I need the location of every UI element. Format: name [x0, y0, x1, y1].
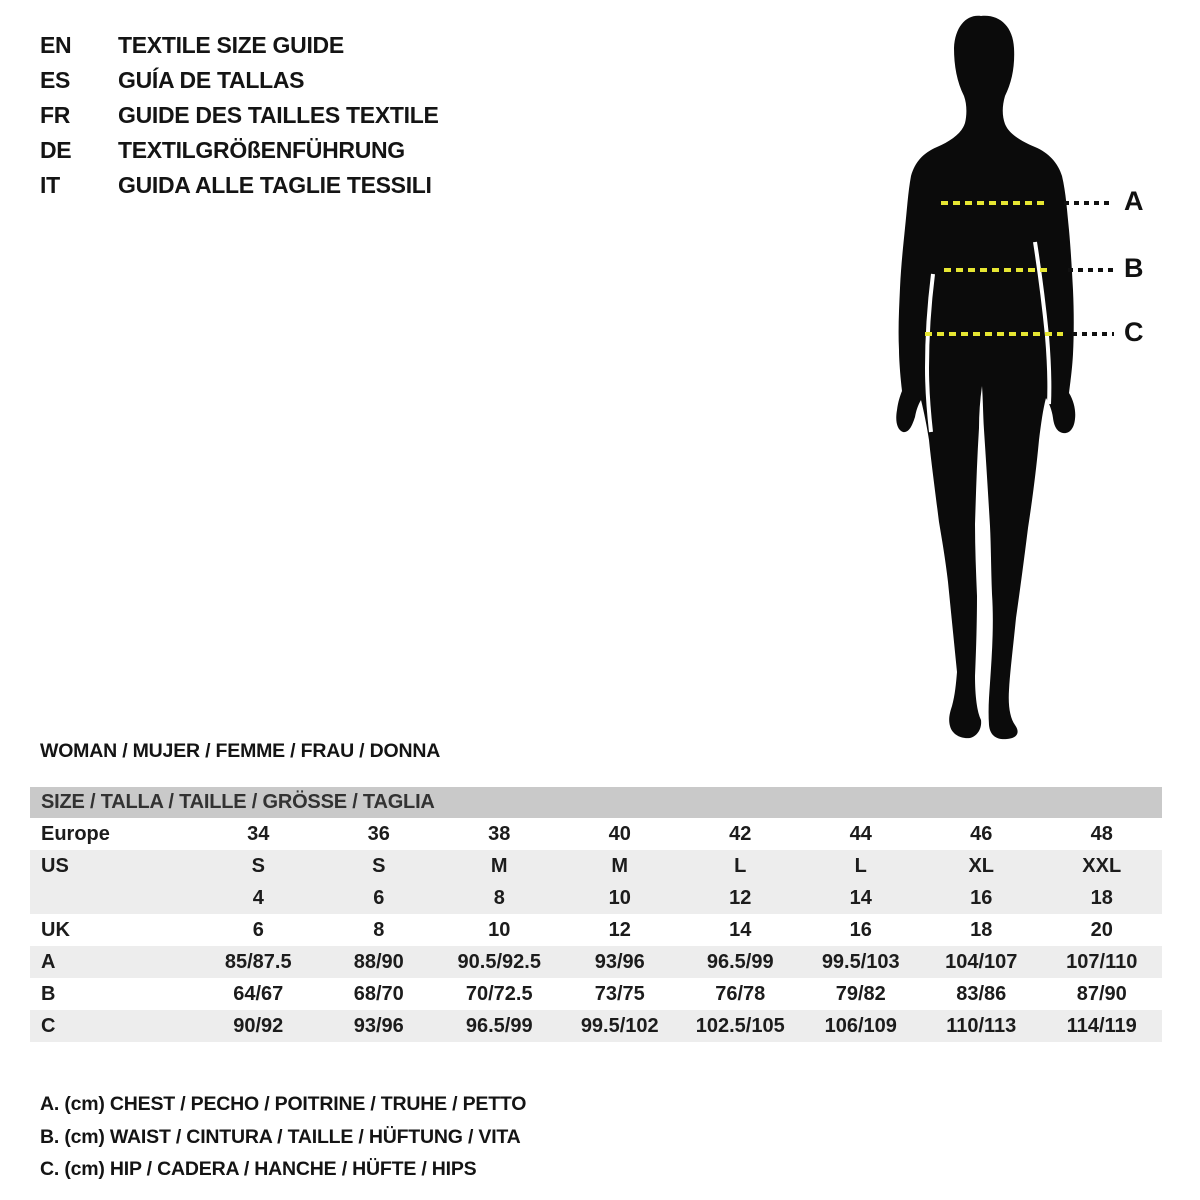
marker-label-a: A: [1124, 186, 1144, 216]
language-title: GUIDE DES TAILLES TEXTILE: [118, 102, 439, 128]
size-cell: 114/119: [1066, 1015, 1137, 1037]
size-cell: 99.5/102: [580, 1015, 659, 1037]
size-cell: 10: [608, 887, 631, 909]
size-cell: 93/96: [594, 951, 645, 973]
size-cell: 36: [367, 823, 390, 845]
size-cell: L: [854, 855, 867, 877]
size-cell: 38: [488, 823, 511, 845]
table-row-chest: [30, 946, 1162, 978]
language-title: GUÍA DE TALLAS: [118, 67, 305, 93]
table-row-europe: [30, 818, 1162, 850]
size-cell: 16: [849, 919, 872, 941]
size-cell: 68/70: [353, 983, 404, 1005]
size-cell: 102.5/105: [695, 1015, 785, 1037]
size-cell: 93/96: [353, 1015, 404, 1037]
size-cell: M: [490, 855, 508, 877]
language-code: DE: [40, 137, 72, 163]
measurement-legend: [40, 1088, 526, 1186]
chest-measure-line: [941, 201, 1049, 205]
size-cell: 90/92: [233, 1015, 284, 1037]
size-cell: XXL: [1082, 855, 1122, 877]
language-title: TEXTILGRÖßENFÜHRUNG: [118, 137, 405, 163]
hip-leader-line: [1072, 332, 1114, 336]
size-cell: 70/72.5: [465, 983, 533, 1005]
size-cell: 8: [373, 919, 385, 941]
language-row-it: [40, 168, 439, 203]
row-label: UK: [41, 919, 70, 941]
language-title: TEXTILE SIZE GUIDE: [118, 32, 344, 58]
legend-line-waist: B. (cm) WAIST / CINTURA / TAILLE / HÜFTUNG / VITA: [40, 1125, 521, 1148]
legend-line-hip: C. (cm) HIP / CADERA / HANCHE / HÜFTE / HIPS: [40, 1158, 477, 1181]
size-cell: 90.5/92.5: [457, 951, 541, 973]
size-cell: 42: [729, 823, 752, 845]
size-cell: 14: [729, 919, 752, 941]
legend-line-chest: A. (cm) CHEST / PECHO / POITRINE / TRUHE / PETTO: [40, 1093, 527, 1115]
size-cell: 106/109: [824, 1015, 897, 1037]
language-code: FR: [40, 102, 71, 128]
table-row-hip: [30, 1010, 1162, 1042]
size-cell: 64/67: [233, 983, 284, 1005]
size-cell: 79/82: [835, 983, 886, 1005]
marker-label-b: B: [1124, 253, 1144, 283]
section-title: WOMAN / MUJER / FEMME / FRAU / DONNA: [40, 740, 441, 762]
size-cell: 87/90: [1076, 983, 1127, 1005]
size-cell: 48: [1090, 823, 1113, 845]
waist-leader-line: [1068, 268, 1114, 272]
size-table: [30, 787, 1162, 1042]
language-row-es: [40, 63, 439, 98]
table-row-us: [30, 850, 1162, 882]
row-label: B: [41, 983, 56, 1005]
size-cell: 44: [849, 823, 872, 845]
size-cell: 8: [493, 887, 505, 909]
size-cell: 10: [488, 919, 511, 941]
size-cell: 18: [970, 919, 993, 941]
size-cell: 73/75: [594, 983, 645, 1005]
size-cell: 76/78: [715, 983, 766, 1005]
row-label: Europe: [41, 823, 110, 845]
size-cell: 85/87.5: [224, 951, 292, 973]
row-label: US: [41, 855, 69, 877]
table-row-uk: [30, 914, 1162, 946]
language-code: ES: [40, 67, 71, 93]
size-cell: 83/86: [956, 983, 1007, 1005]
size-cell: 96.5/99: [706, 951, 774, 973]
size-cell: 40: [608, 823, 631, 845]
size-cell: 99.5/103: [821, 951, 900, 973]
language-row-en: [40, 28, 439, 63]
size-cell: 4: [252, 887, 264, 909]
table-row-us-numeric: [30, 882, 1162, 914]
size-cell: 12: [608, 919, 631, 941]
size-cell: 34: [247, 823, 270, 845]
marker-label-c: C: [1124, 317, 1144, 347]
size-cell: 16: [970, 887, 993, 909]
size-cell: S: [372, 855, 386, 877]
row-label: C: [41, 1015, 56, 1037]
language-row-de: [40, 133, 439, 168]
size-cell: 6: [373, 887, 385, 909]
row-label: [30, 882, 198, 914]
size-cell: S: [251, 855, 265, 877]
waist-measure-line: [944, 268, 1052, 272]
table-row-waist: [30, 978, 1162, 1010]
size-cell: 18: [1090, 887, 1113, 909]
row-label: A: [41, 951, 56, 973]
chest-leader-line: [1064, 201, 1114, 205]
language-row-fr: [40, 98, 439, 133]
size-cell: L: [734, 855, 747, 877]
size-cell: XL: [968, 855, 995, 877]
size-cell: 88/90: [353, 951, 404, 973]
size-cell: 20: [1090, 919, 1113, 941]
size-cell: 96.5/99: [465, 1015, 533, 1037]
size-cell: 14: [849, 887, 872, 909]
size-cell: 6: [252, 919, 264, 941]
size-cell: 46: [970, 823, 993, 845]
woman-silhouette: [885, 12, 1085, 742]
table-header: SIZE / TALLA / TAILLE / GRÖSSE / TAGLIA: [30, 787, 1162, 818]
hip-measure-line: [925, 332, 1063, 336]
size-cell: M: [611, 855, 629, 877]
language-list: [40, 28, 439, 203]
size-cell: 12: [729, 887, 752, 909]
size-cell: 107/110: [1066, 951, 1138, 973]
size-cell: 104/107: [945, 951, 1018, 973]
language-code: IT: [40, 172, 60, 198]
size-cell: 110/113: [946, 1015, 1017, 1037]
language-title: GUIDA ALLE TAGLIE TESSILI: [118, 172, 432, 198]
language-code: EN: [40, 32, 72, 58]
